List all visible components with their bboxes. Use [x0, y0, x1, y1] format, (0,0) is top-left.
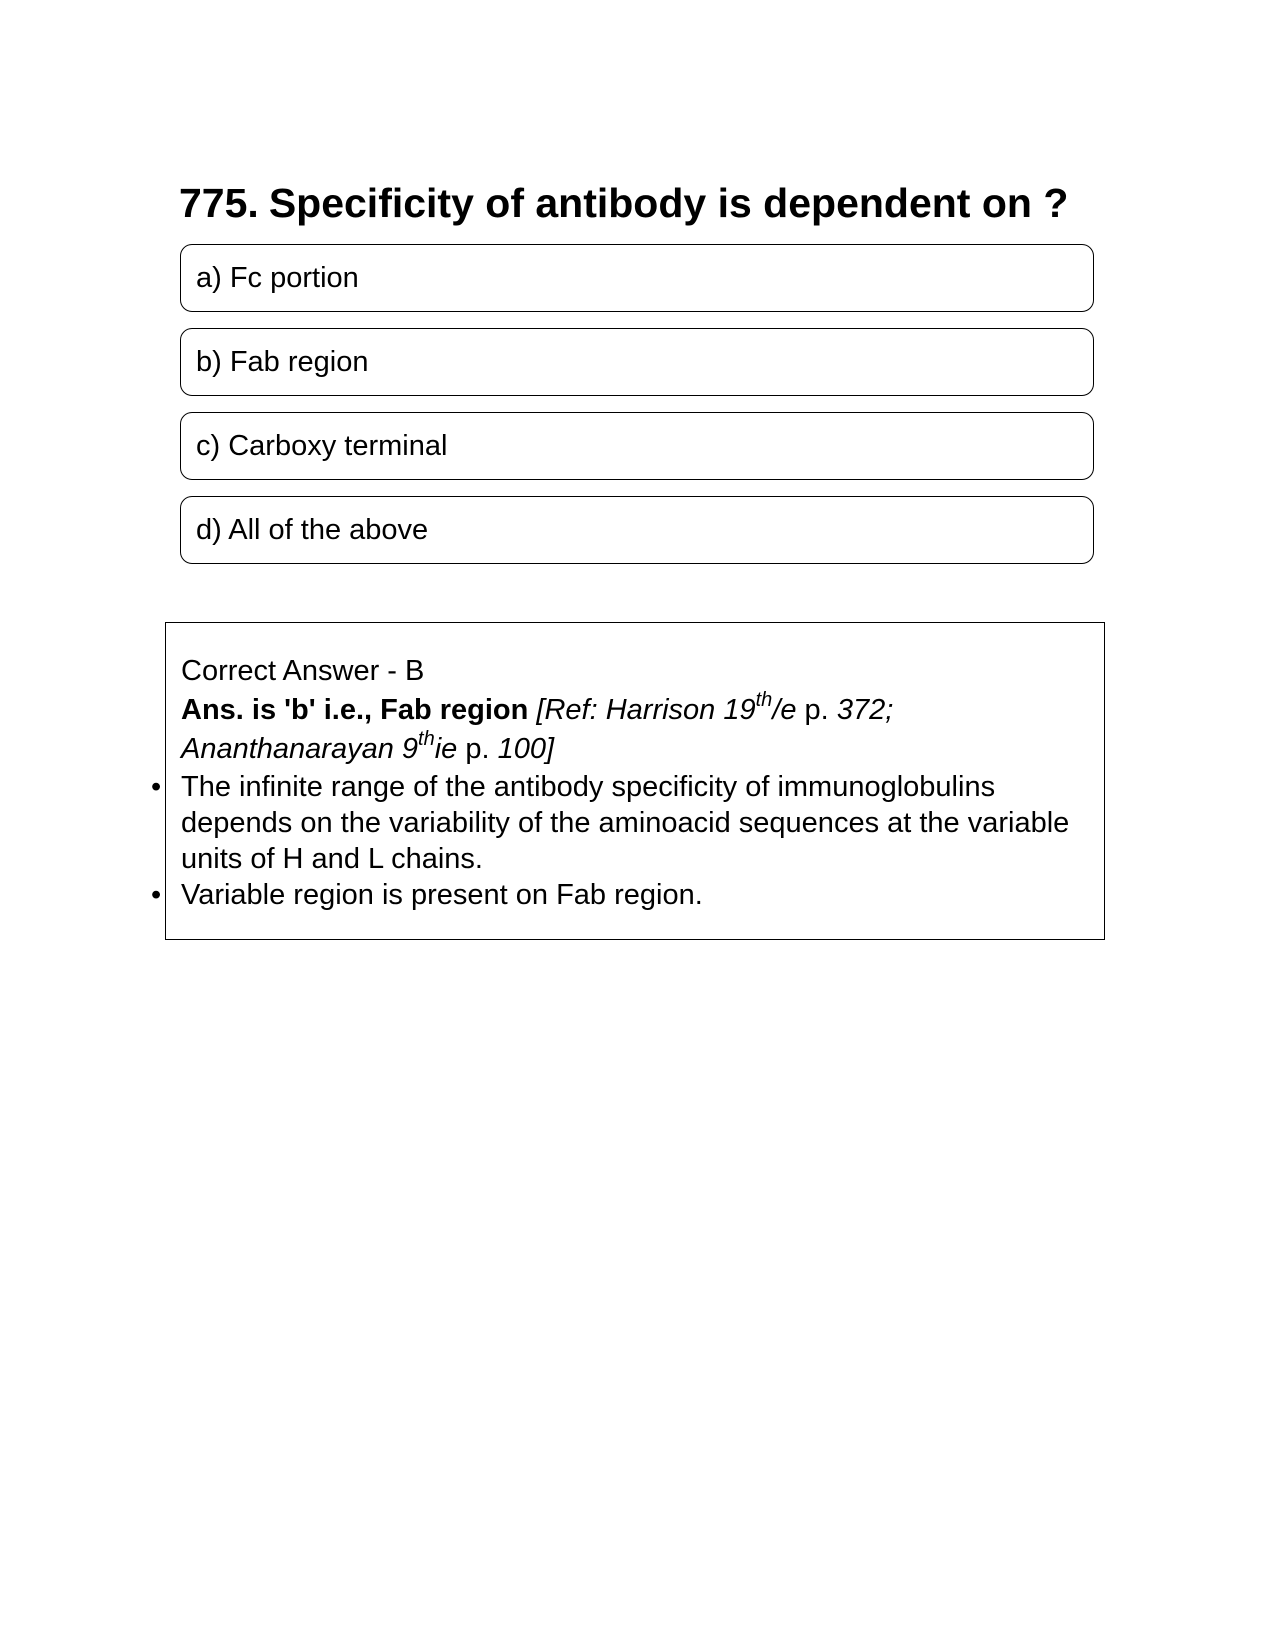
- answer-statement: Ans. is 'b' i.e., Fab region: [181, 694, 529, 726]
- explanation-bullet-2: [151, 877, 1081, 913]
- bullet-icon: •: [151, 771, 162, 803]
- question-text: Specificity of antibody is dependent on ?: [268, 180, 1069, 226]
- reference-ananthanarayan-page: 100]: [497, 733, 555, 765]
- reference-harrison: [Ref: Harrison 19: [536, 694, 756, 726]
- bullet-text: Variable region is present on Fab region.: [181, 879, 703, 911]
- answer-explanation-content: [151, 652, 1081, 913]
- bullet-text: The infinite range of the antibody specificity of immunoglobulins depends on the variability of the aminoacid sequences at the variable units of H and L chains.: [181, 771, 1070, 875]
- reference-harrison-edition: /e: [772, 694, 797, 726]
- reference-harrison-sup: th: [755, 689, 773, 711]
- option-b[interactable]: b) Fab region: [180, 328, 1094, 396]
- reference-page-label: p.: [796, 694, 837, 726]
- question-number: 775.: [179, 180, 259, 226]
- option-c[interactable]: c) Carboxy terminal: [180, 412, 1094, 480]
- option-d[interactable]: d) All of the above: [180, 496, 1094, 564]
- answer-reference-line-2: [181, 730, 1081, 769]
- question-heading: [179, 178, 1099, 228]
- explanation-bullets: [151, 769, 1081, 913]
- reference-ananthanarayan: Ananthanarayan 9: [181, 733, 419, 765]
- explanation-bullet-1: [151, 769, 1081, 877]
- answer-reference-line-1: [181, 691, 1081, 730]
- reference-ananthanarayan-sup: th: [418, 728, 435, 750]
- option-a[interactable]: a) Fc portion: [180, 244, 1094, 312]
- reference-harrison-page: 372;: [836, 694, 894, 726]
- reference-ananthanarayan-edition: ie: [434, 733, 458, 765]
- reference-page-label-2: p.: [457, 733, 498, 765]
- correct-answer-label: Correct Answer - B: [181, 655, 425, 687]
- options-list: [180, 244, 1094, 580]
- bullet-icon: •: [151, 879, 162, 911]
